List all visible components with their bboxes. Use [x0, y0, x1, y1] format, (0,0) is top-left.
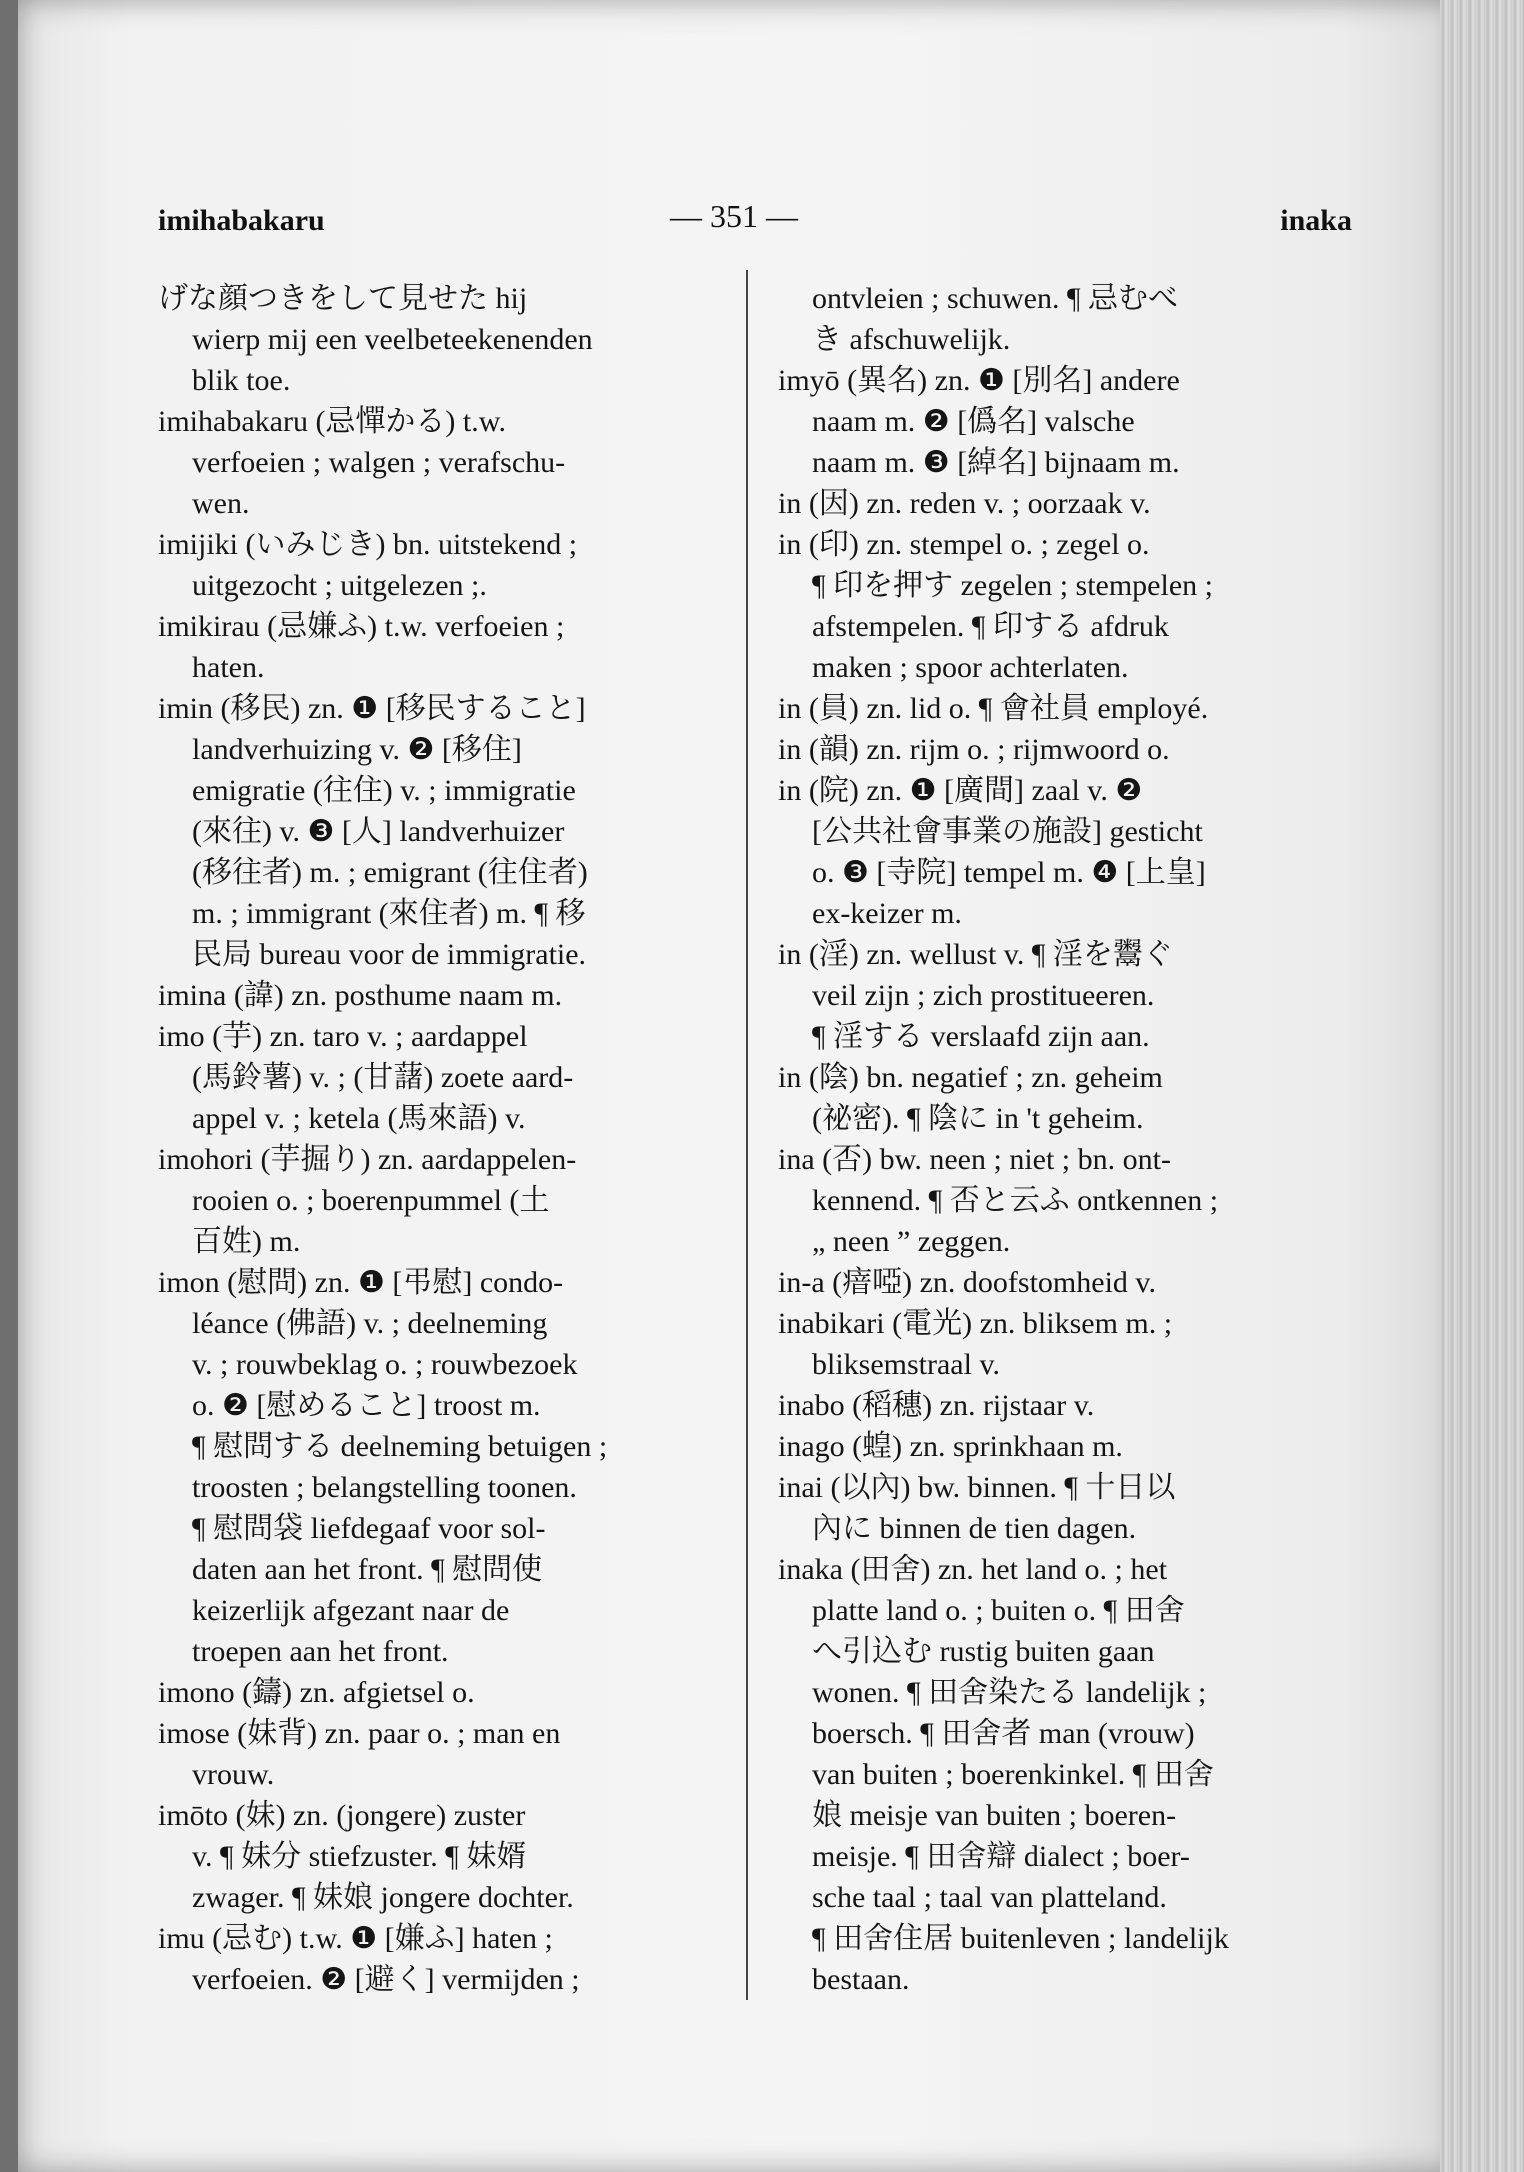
text-line: imo (芋) zn. taro v. ; aardappel [158, 1020, 528, 1053]
text-line: (來往) v. ❸ [人] landverhuizer [192, 815, 565, 848]
text-line: imono (鑄) zn. afgietsel o. [158, 1676, 475, 1709]
text-line: ¶ 淫する verslaafd zijn aan. [812, 1020, 1150, 1053]
text-line: v. ; rouwbeklag o. ; rouwbezoek [192, 1348, 578, 1381]
text-line: imyō (異名) zn. ❶ [別名] andere [778, 364, 1180, 397]
text-line: 內に binnen de tien dagen. [812, 1512, 1137, 1545]
text-line: imina (諱) zn. posthume naam m. [158, 979, 563, 1012]
text-line: uitgezocht ; uitgelezen ;. [192, 569, 487, 602]
text-line: sche taal ; taal van platteland. [812, 1881, 1167, 1914]
left-column [158, 278, 728, 2000]
text-line: in (院) zn. ❶ [廣間] zaal v. ❷ [778, 774, 1143, 807]
text-line: imose (妹背) zn. paar o. ; man en [158, 1717, 561, 1750]
text-line: imu (忌む) t.w. ❶ [嫌ふ] haten ; [158, 1922, 553, 1955]
text-line: inai (以內) bw. binnen. ¶ 十日以 [778, 1471, 1176, 1504]
text-line: (移往者) m. ; emigrant (往住者) [192, 856, 588, 889]
text-line: van buiten ; boerenkinkel. ¶ 田舍 [812, 1758, 1214, 1791]
text-line: maken ; spoor achterlaten. [812, 651, 1129, 684]
text-line: ex-keizer m. [812, 897, 962, 930]
text-line: 民局 bureau voor de immigratie. [192, 938, 587, 971]
text-line: veil zijn ; zich prostitueeren. [812, 979, 1155, 1012]
book-page-edges [1440, 0, 1524, 2172]
text-line: imijiki (いみじき) bn. uitstekend ; [158, 528, 578, 561]
text-line: imon (慰問) zn. ❶ [弔慰] condo- [158, 1266, 564, 1299]
text-line: 娘 meisje van buiten ; boeren- [812, 1799, 1177, 1832]
text-line: naam m. ❷ [僞名] valsche [812, 405, 1135, 438]
text-line: imohori (芋掘り) zn. aardappelen- [158, 1143, 577, 1176]
text-line: in (韻) zn. rijm o. ; rijmwoord o. [778, 733, 1170, 766]
text-line: ina (否) bw. neen ; niet ; bn. ont- [778, 1143, 1171, 1176]
text-line: haten. [192, 651, 265, 684]
text-line: wonen. ¶ 田舍染たる landelijk ; [812, 1676, 1207, 1709]
column-divider [746, 270, 748, 2000]
text-line: in (因) zn. reden v. ; oorzaak v. [778, 487, 1151, 520]
text-line: き afschuwelijk. [812, 323, 1011, 356]
text-line: blik toe. [192, 364, 291, 397]
text-line: へ引込む rustig buiten gaan [812, 1635, 1155, 1668]
right-column [778, 278, 1348, 2000]
text-line: m. ; immigrant (來住者) m. ¶ 移 [192, 897, 586, 930]
text-line: ¶ 慰問する deelneming betuigen ; [192, 1430, 608, 1463]
text-line: verfoeien. ❷ [避く] vermijden ; [192, 1963, 580, 1996]
text-line: ¶ 田舍住居 buitenleven ; landelijk [812, 1922, 1229, 1955]
text-line: inabo (稻穗) zn. rijstaar v. [778, 1389, 1095, 1422]
text-line: o. ❷ [慰めること] troost m. [192, 1389, 541, 1422]
text-line: imin (移民) zn. ❶ [移民すること] [158, 692, 586, 725]
text-line: troosten ; belangstelling toonen. [192, 1471, 577, 1504]
text-line: in (員) zn. lid o. ¶ 會社員 employé. [778, 692, 1209, 725]
text-line: inago (蝗) zn. sprinkhaan m. [778, 1430, 1123, 1463]
text-line: naam m. ❸ [綽名] bijnaam m. [812, 446, 1180, 479]
text-line: léance (佛語) v. ; deelneming [192, 1307, 548, 1340]
text-line: daten aan het front. ¶ 慰問使 [192, 1553, 543, 1586]
text-line: rooien o. ; boerenpummel (土 [192, 1184, 550, 1217]
text-line: platte land o. ; buiten o. ¶ 田舍 [812, 1594, 1185, 1627]
text-line: emigratie (往住) v. ; immigratie [192, 774, 576, 807]
header-first-entry: imihabakaru [158, 204, 325, 237]
text-line: imōto (妹) zn. (jongere) zuster [158, 1799, 526, 1832]
text-line: keizerlijk afgezant naar de [192, 1594, 510, 1627]
text-line: verfoeien ; walgen ; verafschu- [192, 446, 566, 479]
text-line: inabikari (電光) zn. bliksem m. ; [778, 1307, 1173, 1340]
text-line: zwager. ¶ 妹娘 jongere dochter. [192, 1881, 574, 1914]
text-line: in-a (瘖啞) zn. doofstomheid v. [778, 1266, 1156, 1299]
text-line: in (淫) zn. wellust v. ¶ 淫を鬻ぐ [778, 938, 1173, 971]
text-line: (馬鈴薯) v. ; (甘藷) zoete aard- [192, 1061, 574, 1094]
text-line: afstempelen. ¶ 印する afdruk [812, 610, 1169, 643]
text-line: meisje. ¶ 田舍辯 dialect ; boer- [812, 1840, 1190, 1873]
page-header [140, 196, 1352, 246]
text-line: v. ¶ 妹分 stiefzuster. ¶ 妹婿 [192, 1840, 527, 1873]
text-line: bliksemstraal v. [812, 1348, 1001, 1381]
text-line: げな顔つきをして見せた hij [158, 282, 528, 315]
text-line: [公共社會事業の施設] gesticht [812, 815, 1203, 848]
text-line: landverhuizing v. ❷ [移住] [192, 733, 522, 766]
text-line: inaka (田舍) zn. het land o. ; het [778, 1553, 1168, 1586]
header-last-entry: inaka [1280, 204, 1352, 237]
text-line: kennend. ¶ 否と云ふ ontkennen ; [812, 1184, 1219, 1217]
text-line: wierp mij een veelbeteekenenden [192, 323, 593, 356]
text-line: wen. [192, 487, 250, 520]
text-line: in (陰) bn. negatief ; zn. geheim [778, 1061, 1163, 1094]
text-line: vrouw. [192, 1758, 275, 1791]
text-line: troepen aan het front. [192, 1635, 449, 1668]
text-line: (祕密). ¶ 陰に in 't geheim. [812, 1102, 1144, 1135]
text-line: o. ❸ [寺院] tempel m. ❹ [上皇] [812, 856, 1206, 889]
text-line: appel v. ; ketela (馬來語) v. [192, 1102, 526, 1135]
text-line: „ neen ” zeggen. [812, 1225, 1011, 1258]
text-line: boersch. ¶ 田舍者 man (vrouw) [812, 1717, 1195, 1750]
page-number: — 351 — [670, 198, 798, 234]
text-line: ¶ 慰問袋 liefdegaaf voor sol- [192, 1512, 546, 1545]
text-line: ¶ 印を押す zegelen ; stempelen ; [812, 569, 1213, 602]
text-line: bestaan. [812, 1963, 910, 1996]
dictionary-page [18, 0, 1458, 2172]
text-line: in (印) zn. stempel o. ; zegel o. [778, 528, 1150, 561]
text-line: ontvleien ; schuwen. ¶ 忌むべ [812, 282, 1179, 315]
text-line: 百姓) m. [192, 1225, 301, 1258]
text-line: imikirau (忌嫌ふ) t.w. verfoeien ; [158, 610, 565, 643]
text-line: imihabakaru (忌憚かる) t.w. [158, 405, 506, 438]
